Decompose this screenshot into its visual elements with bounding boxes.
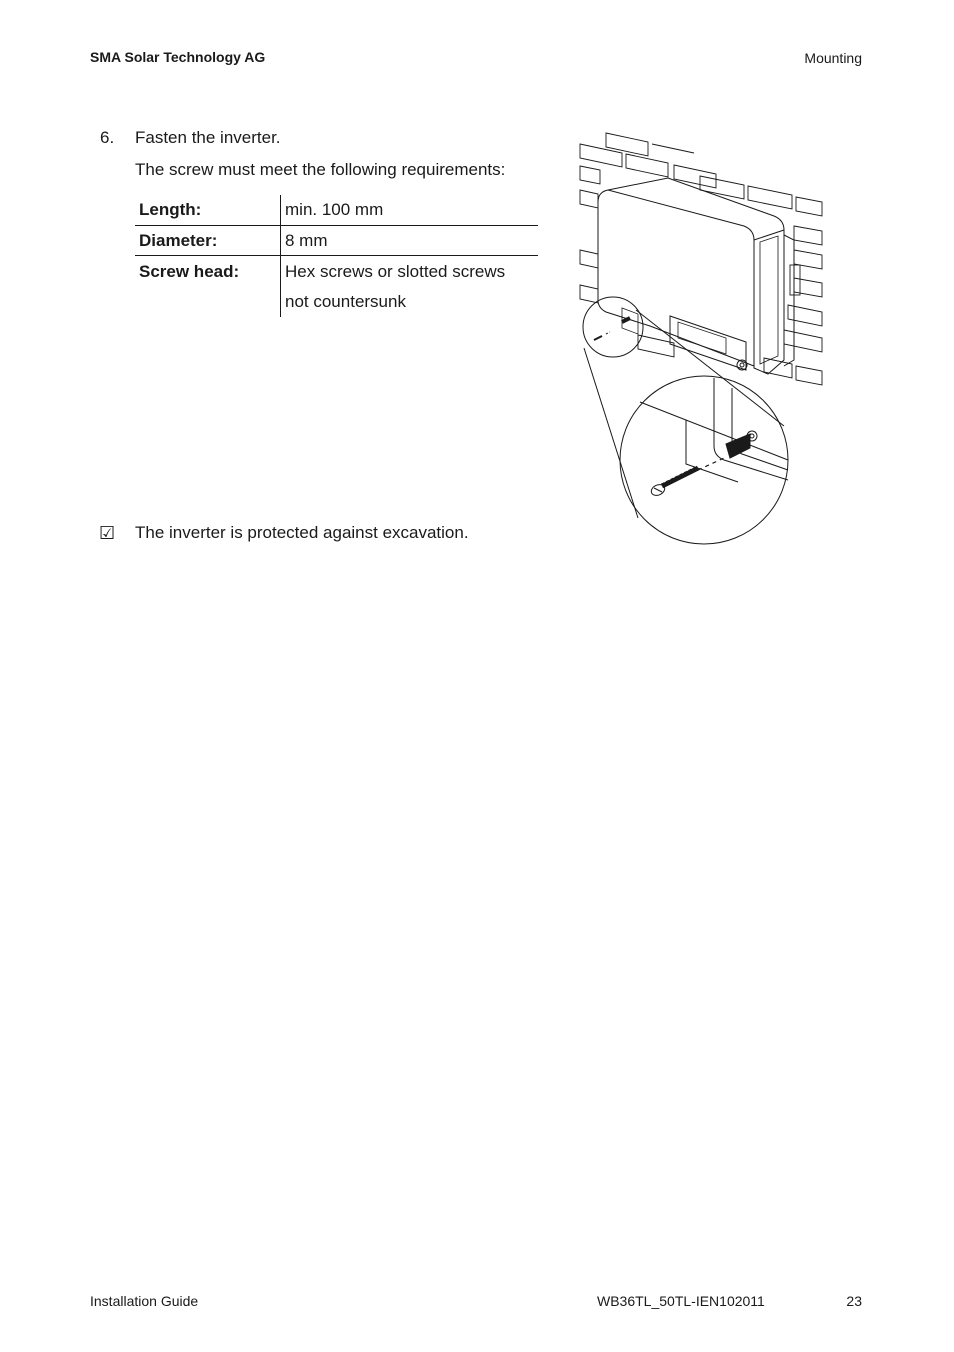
- row-value-line2: not countersunk: [285, 292, 406, 311]
- footer-doc-code: WB36TL_50TL-IEN102011: [597, 1293, 765, 1309]
- row-value: 8 mm: [281, 226, 539, 256]
- step-number: 6.: [100, 128, 115, 147]
- table-row: [135, 195, 538, 226]
- row-label: Screw head:: [139, 262, 240, 281]
- brick-wall: [580, 133, 822, 385]
- checkbox-checked-icon: ☑: [99, 523, 116, 543]
- header-section: Mounting: [804, 50, 862, 66]
- table-row: [135, 226, 538, 256]
- row-label: Diameter:: [135, 226, 281, 256]
- header-company: SMA Solar Technology AG: [90, 49, 266, 65]
- row-value: min. 100 mm: [281, 195, 539, 226]
- inverter-wall-mount-screw-illustration: [578, 130, 824, 546]
- detail-circle-large: [620, 376, 788, 544]
- row-value-line1: Hex screws or slotted screws: [285, 262, 506, 281]
- result-text: The inverter is protected against excavation.: [135, 523, 469, 542]
- row-value-multiline: [281, 256, 539, 318]
- row-label: Length:: [135, 195, 281, 226]
- inverter-body: [598, 178, 800, 374]
- footer-doc-type: Installation Guide: [90, 1293, 199, 1309]
- zoom-line-left: [584, 348, 638, 518]
- footer-page-number: 23: [846, 1293, 862, 1309]
- step-instruction: Fasten the inverter.: [135, 128, 281, 147]
- requirements-table: [135, 195, 538, 317]
- detail-circle-small: [583, 297, 643, 357]
- table-row: [135, 256, 538, 318]
- requirements-intro: The screw must meet the following requirements:: [135, 160, 506, 179]
